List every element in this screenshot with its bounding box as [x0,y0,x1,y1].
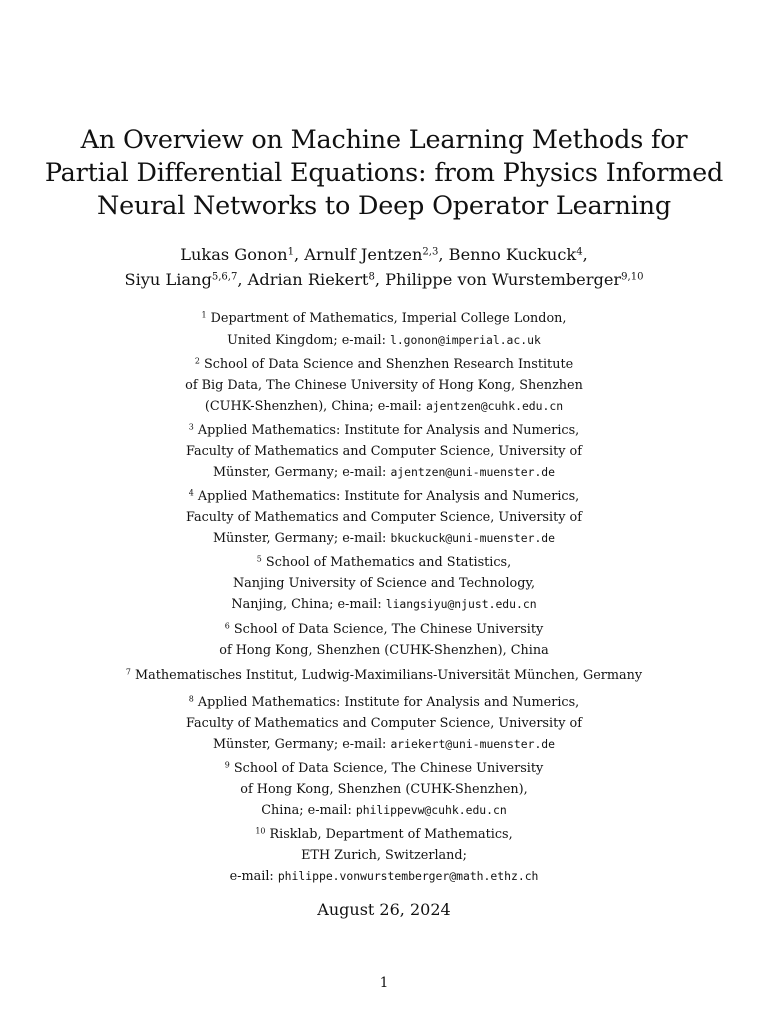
affiliation-line [24,594,744,616]
affiliation-line [24,759,744,780]
author-separator: , [374,270,386,289]
affiliation-text: School of Data Science and Shenzhen Research Institute [203,357,574,372]
affiliation-text: School of Mathematics and Statistics, [265,555,512,570]
title-line: Partial Differential Equations: from Physics Informed [44,158,724,188]
affiliation-line [24,714,744,735]
affiliation-line [24,846,744,867]
affiliation-5 [24,553,744,616]
affiliation-1 [24,309,744,351]
affiliation-number: 6 [224,621,230,631]
email-link[interactable]: ajentzen@cuhk.edu.cn [425,399,564,413]
affiliation-line [24,487,744,508]
affiliation-9 [24,759,744,822]
author-separator: , [582,245,588,264]
affiliation-text: (CUHK-Shenzhen), China; e-mail: [204,399,426,414]
affiliation-text: Nanjing, China; e-mail: [231,597,386,612]
author-line [40,267,728,292]
affiliation-line [24,528,744,550]
author-line [40,242,728,267]
affiliation-line [24,780,744,801]
author-affiliation-marker: 4 [576,246,583,258]
affiliation-number: 9 [224,760,230,770]
affiliation-line [24,508,744,529]
email-link[interactable]: bkuckuck@uni-muenster.de [390,531,556,545]
affiliation-line [24,734,744,756]
affiliation-number: 1 [201,310,207,320]
email-link[interactable]: ariekert@uni-muenster.de [390,737,556,751]
affiliation-line [24,330,744,352]
author-name: Philippe von Wurstemberger [385,270,622,289]
affiliation-line [24,620,744,641]
affiliation-line [24,574,744,595]
affiliation-number: 8 [188,694,194,704]
affiliation-number: 10 [255,826,266,836]
affiliation-text: Applied Mathematics: Institute for Analysis and Numerics, [197,695,580,710]
email-link[interactable]: philippe.vonwurstemberger@math.ethz.ch [277,869,539,883]
affiliation-line [24,825,744,846]
affiliation-line [24,309,744,330]
author-name: Lukas Gonon [180,245,288,264]
title-line: Neural Networks to Deep Operator Learning [96,191,672,221]
affiliation-8 [24,693,744,756]
affiliation-number: 2 [194,356,200,366]
affiliation-text: e-mail: [229,869,278,884]
affiliation-text: Münster, Germany; e-mail: [212,737,391,752]
email-link[interactable]: ajentzen@uni-muenster.de [390,465,556,479]
paper-date: August 26, 2024 [317,900,451,919]
affiliation-text: of Hong Kong, Shenzhen (CUHK-Shenzhen), China [219,642,549,658]
author-affiliation-marker: 5,6,7 [211,271,238,283]
affiliation-10 [24,825,744,888]
author-separator: , [237,270,248,289]
affiliation-text: Applied Mathematics: Institute for Analysis and Numerics, [197,423,580,438]
affiliation-line [24,666,744,687]
affiliation-text: Department of Mathematics, Imperial College London, [210,311,567,326]
affiliation-line [24,800,744,822]
affiliation-6 [24,620,744,661]
affiliation-line [24,462,744,484]
author-name: Benno Kuckuck [448,245,577,264]
affiliation-line [24,866,744,888]
affiliation-text: Faculty of Mathematics and Computer Science, University of [186,509,582,525]
affiliation-line [24,376,744,397]
title-line: An Overview on Machine Learning Methods for [80,125,688,155]
affiliation-line [24,641,744,662]
affiliation-line [24,553,744,574]
affiliation-3 [24,421,744,484]
affiliation-text: Mathematisches Institut, Ludwig-Maximilians-Universität München, Germany [135,668,643,683]
affiliation-text: Faculty of Mathematics and Computer Science, University of [186,443,582,459]
author-separator: , [438,245,449,264]
affiliation-4 [24,487,744,550]
email-link[interactable]: philippevw@cuhk.edu.cn [355,803,507,817]
affiliation-text: United Kingdom; e-mail: [227,332,390,348]
affiliation-text: ETH Zurich, Switzerland; [301,847,467,863]
affiliation-text: School of Data Science, The Chinese University [233,761,544,776]
affiliation-number: 4 [188,488,194,498]
affiliation-text: Risklab, Department of Mathematics, [269,827,513,842]
affiliation-text: Nanjing University of Science and Technology, [232,575,536,591]
email-link[interactable]: l.gonon@imperial.ac.uk [389,332,541,347]
affiliation-text: School of Data Science, The Chinese University [233,622,544,637]
affiliation-2 [24,355,744,418]
author-affiliation-marker: 8 [368,271,375,283]
affiliation-line [24,396,744,418]
affiliation-text: China; e-mail: [261,803,356,818]
affiliation-number: 5 [256,554,262,564]
affiliation-line [24,355,744,376]
affiliation-text: of Hong Kong, Shenzhen (CUHK-Shenzhen), [240,781,528,797]
affiliation-line [24,421,744,442]
author-name: Siyu Liang [124,270,212,289]
affiliation-line [24,693,744,714]
author-name: Arnulf Jentzen [304,245,423,264]
affiliation-number: 7 [125,667,131,677]
page-number: 1 [379,975,389,991]
affiliation-line [24,442,744,463]
author-affiliation-marker: 9,10 [621,271,644,283]
affiliation-text: Münster, Germany; e-mail: [212,531,391,546]
author-separator: , [293,245,305,264]
paper-title [40,124,728,223]
email-link[interactable]: liangsiyu@njust.edu.cn [385,597,537,611]
affiliation-text: Faculty of Mathematics and Computer Science, University of [186,715,582,731]
affiliation-7 [24,666,744,687]
author-affiliation-marker: 2,3 [422,246,439,258]
author-list [40,242,728,292]
affiliation-text: Applied Mathematics: Institute for Analysis and Numerics, [197,489,580,504]
affiliation-text: of Big Data, The Chinese University of Hong Kong, Shenzhen [185,377,583,393]
author-name: Adrian Riekert [247,270,369,289]
author-affiliation-marker: 1 [287,246,294,258]
affiliation-number: 3 [188,422,194,432]
affiliation-text: Münster, Germany; e-mail: [212,465,391,480]
